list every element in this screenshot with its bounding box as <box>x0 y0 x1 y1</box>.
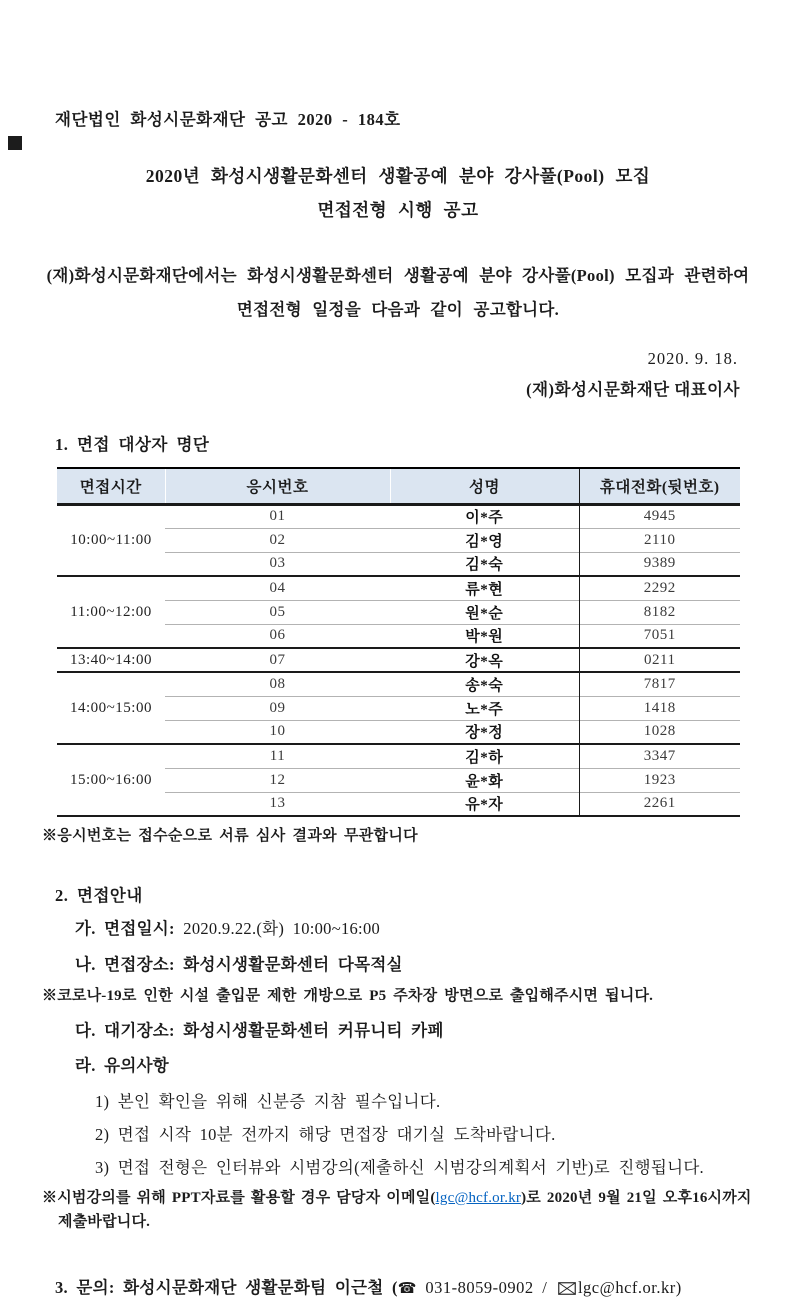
table-row <box>57 504 740 528</box>
page-corner-marker <box>8 136 22 150</box>
contact-phone: 031-8059-0902 <box>416 1277 534 1297</box>
note-ppt-submission <box>42 1186 770 1234</box>
cell-applicant-name: 김*영 <box>390 528 579 552</box>
cell-applicant-name: 강*옥 <box>390 648 579 672</box>
cell-applicant-number: 09 <box>165 696 390 720</box>
contact-prefix: 3. 문의: 화성시문화재단 생활문화팀 이근철 ( <box>55 1277 398 1297</box>
cell-applicant-name: 송*숙 <box>390 672 579 696</box>
intro-paragraph-line1: (재)화성시문화재단에서는 화성시생활문화센터 생활공예 분야 강사풀(Pool) 모집과 관련하여 <box>46 266 750 285</box>
phone-icon: ☎ <box>397 1278 417 1297</box>
item-ga-label: 가. 면접일시: <box>75 919 184 938</box>
interview-roster-table <box>57 467 740 817</box>
table-header-row <box>57 468 740 504</box>
table-body <box>57 504 740 816</box>
cell-applicant-name: 이*주 <box>465 510 504 526</box>
table-row <box>57 672 740 696</box>
note-ppt-text-before: ※시범강의를 위해 PPT자료를 활용할 경우 담당자 이메일( <box>42 1189 436 1206</box>
table-row <box>57 744 740 768</box>
column-header-3: 휴대전화(뒷번호) <box>579 468 740 504</box>
cell-applicant-number: 03 <box>165 552 390 576</box>
signer: (재)화성시문화재단 대표이사 <box>526 380 740 399</box>
notice-number: 재단법인 화성시문화재단 공고 2020 - 184호 <box>55 110 401 129</box>
cell-phone-suffix: 7051 <box>579 624 740 648</box>
cell-applicant-number: 02 <box>165 528 390 552</box>
cell-applicant-number: 13 <box>165 792 390 816</box>
cell-phone-suffix: 9389 <box>579 552 740 576</box>
item-precautions: 라. 유의사항 <box>75 1056 170 1076</box>
item-ga-value: 2020.9.22.(화) 10:00~16:00 <box>183 919 381 938</box>
cell-phone-suffix: 2110 <box>579 528 740 552</box>
precaution-3: 3) 면접 전형은 인터뷰와 시범강의(제출하신 시범강의계획서 기반)로 진행됩니다. <box>95 1157 704 1177</box>
cell-applicant-name: 장*정 <box>390 720 579 744</box>
table-row <box>57 576 740 600</box>
contact-email: lgc@hcf.or.kr <box>577 1277 676 1297</box>
cell-applicant-name: 원*순 <box>390 600 579 624</box>
document-title-line2: 면접전형 시행 공고 <box>317 200 479 220</box>
cell-applicant-name: 유*자 <box>390 792 579 816</box>
section2-heading: 2. 면접안내 <box>55 886 143 905</box>
cell-applicant-name: 김*숙 <box>390 552 579 576</box>
cell-phone-suffix: 2261 <box>579 792 740 816</box>
cell-applicant-name: 김*하 <box>390 744 579 768</box>
cell-interview-time: 10:00~11:00 <box>70 531 152 548</box>
contact-line <box>55 1274 766 1298</box>
cell-applicant-number: 01 <box>269 508 286 524</box>
cell-interview-time: 14:00~15:00 <box>57 672 165 744</box>
announcement-document <box>0 106 796 1297</box>
cell-applicant-name: 류*현 <box>390 576 579 600</box>
cell-phone-suffix: 1923 <box>579 768 740 792</box>
item-interview-place: 나. 면접장소: 화성시생활문화센터 다목적실 <box>75 954 403 974</box>
cell-applicant-number: 12 <box>165 768 390 792</box>
section1-heading: 1. 면접 대상자 명단 <box>55 435 210 454</box>
column-header-2: 성명 <box>390 468 579 504</box>
note-ppt-line2: 제출바랍니다. <box>58 1213 151 1230</box>
precaution-2: 2) 면접 시작 10분 전까지 해당 면접장 대기실 도착바랍니다. <box>95 1124 556 1144</box>
email-icon <box>558 1282 576 1295</box>
cell-applicant-number: 11 <box>165 744 390 768</box>
cell-applicant-number: 07 <box>165 648 390 672</box>
table-footnote: ※응시번호는 접수순으로 서류 심사 결과와 무관합니다 <box>42 828 418 844</box>
note-corona: ※코로나-19로 인한 시설 출입문 제한 개방으로 P5 주차장 방면으로 출입해주시면 됩니다. <box>42 988 654 1005</box>
cell-interview-time: 15:00~16:00 <box>57 744 165 816</box>
column-header-0: 면접시간 <box>57 468 165 504</box>
cell-interview-time: 13:40~14:00 <box>57 648 165 672</box>
item-waiting-place: 다. 대기장소: 화성시생활문화센터 커뮤니티 카페 <box>75 1020 444 1040</box>
cell-interview-time: 11:00~12:00 <box>57 576 165 648</box>
cell-phone-suffix: 1028 <box>579 720 740 744</box>
announcement-date: 2020. 9. 18. <box>647 349 738 368</box>
contact-suffix: ) <box>675 1277 682 1297</box>
column-header-1: 응시번호 <box>165 468 390 504</box>
cell-phone-suffix: 1418 <box>579 696 740 720</box>
intro-paragraph-line2: 면접전형 일정을 다음과 같이 공고합니다. <box>236 300 560 319</box>
cell-phone-suffix: 4945 <box>579 504 740 528</box>
cell-applicant-name: 윤*화 <box>390 768 579 792</box>
precaution-1: 1) 본인 확인을 위해 신분증 지참 필수입니다. <box>95 1091 441 1111</box>
note-ppt-text-after: )로 2020년 9월 21일 오후16시까지 <box>521 1189 752 1206</box>
cell-applicant-number: 06 <box>165 624 390 648</box>
cell-applicant-number: 10 <box>165 720 390 744</box>
contact-separator: / <box>533 1277 556 1297</box>
table-row <box>57 648 740 672</box>
cell-phone-suffix: 2292 <box>579 576 740 600</box>
cell-applicant-name: 박*원 <box>390 624 579 648</box>
cell-applicant-number: 05 <box>165 600 390 624</box>
cell-phone-suffix: 0211 <box>579 648 740 672</box>
cell-applicant-number: 04 <box>165 576 390 600</box>
document-title-line1: 2020년 화성시생활문화센터 생활공예 분야 강사풀(Pool) 모집 <box>145 166 651 186</box>
cell-applicant-name: 노*주 <box>390 696 579 720</box>
cell-applicant-number: 08 <box>165 672 390 696</box>
contact-email-link[interactable]: lgc@hcf.or.kr <box>435 1189 522 1206</box>
item-interview-datetime <box>75 916 756 942</box>
cell-phone-suffix: 3347 <box>579 744 740 768</box>
cell-phone-suffix: 7817 <box>579 672 740 696</box>
cell-phone-suffix: 8182 <box>579 600 740 624</box>
